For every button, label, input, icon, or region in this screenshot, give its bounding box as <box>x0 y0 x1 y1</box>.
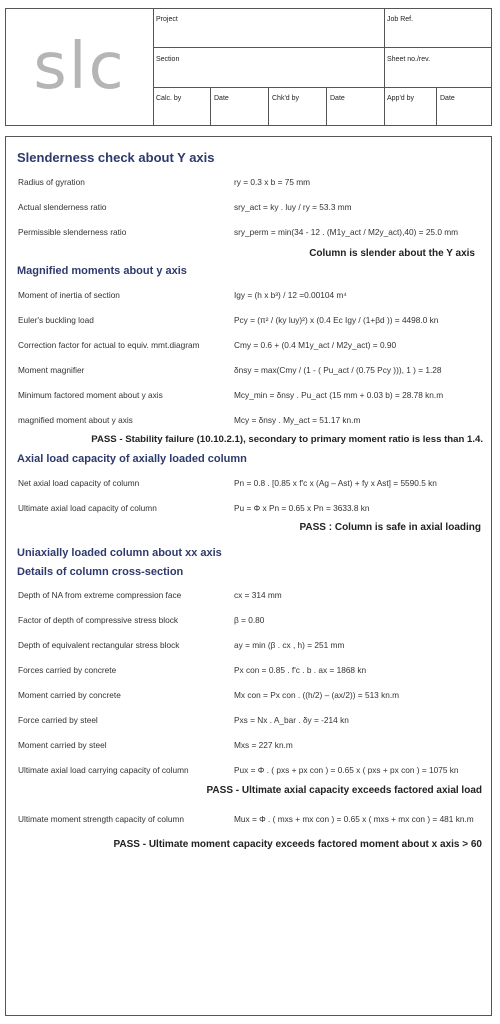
row-label: Moment magnifier <box>18 365 85 375</box>
result-text: PASS - Ultimate moment capacity exceeds factored moment about x axis > 60 <box>113 839 482 850</box>
sheet-label: Sheet no./rev. <box>387 56 431 63</box>
row-label: Factor of depth of compressive stress block <box>18 615 179 625</box>
result-text: PASS - Stability failure (10.10.2.1), secondary to primary moment ratio is less than 1.4. <box>91 434 483 445</box>
row-value: δnsy = max(Cmy / (1 - ( Pu_act / (0.75 Pcy ))), 1 ) = 1.28 <box>234 365 442 375</box>
appd-by-label: App'd by <box>387 95 415 102</box>
divider <box>153 47 492 48</box>
row-label: magnified moment about y axis <box>18 415 133 425</box>
subsection-heading: Details of column cross-section <box>17 566 184 578</box>
result-text: Column is slender about the Y axis <box>309 248 475 259</box>
date-label: Date <box>214 95 229 102</box>
section-heading: Magnified moments about y axis <box>17 265 187 277</box>
row-value: Mcy_min = δnsy . Pu_act (15 mm + 0.03 b) = 28.78 kn.m <box>234 390 444 400</box>
row-value: Mux = Φ . ( mxs + mx con ) = 0.65 x ( mxs + mx con ) = 481 kn.m <box>234 814 474 824</box>
row-label: Moment of inertia of section <box>18 290 120 300</box>
row-value: ry = 0.3 x b = 75 mm <box>234 177 311 187</box>
row-value: ay = min (β . cx , h) = 251 mm <box>234 640 345 650</box>
divider <box>210 87 211 125</box>
result-text: PASS - Ultimate axial capacity exceeds factored axial load <box>206 785 482 796</box>
result-text: PASS : Column is safe in axial loading <box>299 522 481 533</box>
row-label: Moment carried by concrete <box>18 690 121 700</box>
row-value: Mcy = δnsy . My_act = 51.17 kn.m <box>234 415 361 425</box>
chkd-by-label: Chk'd by <box>272 95 300 102</box>
row-label: Force carried by steel <box>18 715 98 725</box>
row-label: Ultimate moment strength capacity of column <box>18 814 185 824</box>
row-value: Cmy = 0.6 + (0.4 M1y_act / M2y_act) = 0.90 <box>234 340 397 350</box>
divider <box>153 87 492 88</box>
row-value: sry_act = ky . luy / ry = 53.3 mm <box>234 202 352 212</box>
section-label: Section <box>156 56 180 63</box>
row-value: Px con = 0.85 . f'c . b . ax = 1868 kn <box>234 665 367 675</box>
row-value: sry_perm = min(34 - 12 . (M1y_act / M2y_act),40) = 25.0 mm <box>234 227 459 237</box>
divider <box>326 87 327 125</box>
job-ref-label: Job Ref. <box>387 16 414 23</box>
row-label: Permissible slenderness ratio <box>18 227 127 237</box>
row-value: Pxs = Nx . A_bar . δy = -214 kn <box>234 715 349 725</box>
row-value: Mx con = Px con . ((h/2) – (ax/2)) = 513 kn.m <box>234 690 400 700</box>
row-label: Actual slenderness ratio <box>18 202 107 212</box>
divider <box>436 87 437 125</box>
row-label: Forces carried by concrete <box>18 665 117 675</box>
row-value: Igy = (h x b³) / 12 =0.00104 m⁴ <box>234 290 347 300</box>
row-label: Minimum factored moment about y axis <box>18 390 163 400</box>
row-value: cx = 314 mm <box>234 590 282 600</box>
row-value: Mxs = 227 kn.m <box>234 740 293 750</box>
date-label: Date <box>440 95 455 102</box>
row-label: Radius of gyration <box>18 177 85 187</box>
row-value: Pu = Φ x Pn = 0.65 x Pn = 3633.8 kn <box>234 503 370 513</box>
row-value: β = 0.80 <box>234 615 265 625</box>
section-heading: Slenderness check about Y axis <box>17 150 215 165</box>
row-value: Pux = Φ . ( pxs + px con ) = 0.65 x ( pxs + px con ) = 1075 kn <box>234 765 459 775</box>
divider <box>268 87 269 125</box>
row-label: Euler's buckling load <box>18 315 94 325</box>
row-value: Pcy = (π² / (ky luy)²) x (0.4 Ec Igy / (1+βd )) = 4498.0 kn <box>234 315 439 325</box>
section-heading: Uniaxially loaded column about xx axis <box>17 547 222 559</box>
section-heading: Axial load capacity of axially loaded column <box>17 453 247 465</box>
calculation-sheet <box>5 136 492 1016</box>
project-label: Project <box>156 16 178 23</box>
row-label: Net axial load capacity of column <box>18 478 140 488</box>
company-logo: slc <box>6 9 154 125</box>
row-label: Moment carried by steel <box>18 740 107 750</box>
calc-by-label: Calc. by <box>156 95 182 102</box>
row-label: Correction factor for actual to equiv. mmt.diagram <box>18 340 200 350</box>
row-label: Ultimate axial load capacity of column <box>18 503 157 513</box>
row-label: Depth of equivalent rectangular stress block <box>18 640 180 650</box>
date-label: Date <box>330 95 345 102</box>
title-block <box>5 8 492 126</box>
row-label: Depth of NA from extreme compression face <box>18 590 182 600</box>
row-value: Pn = 0.8 . [0.85 x f'c x (Ag – Ast) + fy x Ast] = 5590.5 kn <box>234 478 437 488</box>
row-label: Ultimate axial load carrying capacity of column <box>18 765 189 775</box>
divider <box>384 9 385 125</box>
